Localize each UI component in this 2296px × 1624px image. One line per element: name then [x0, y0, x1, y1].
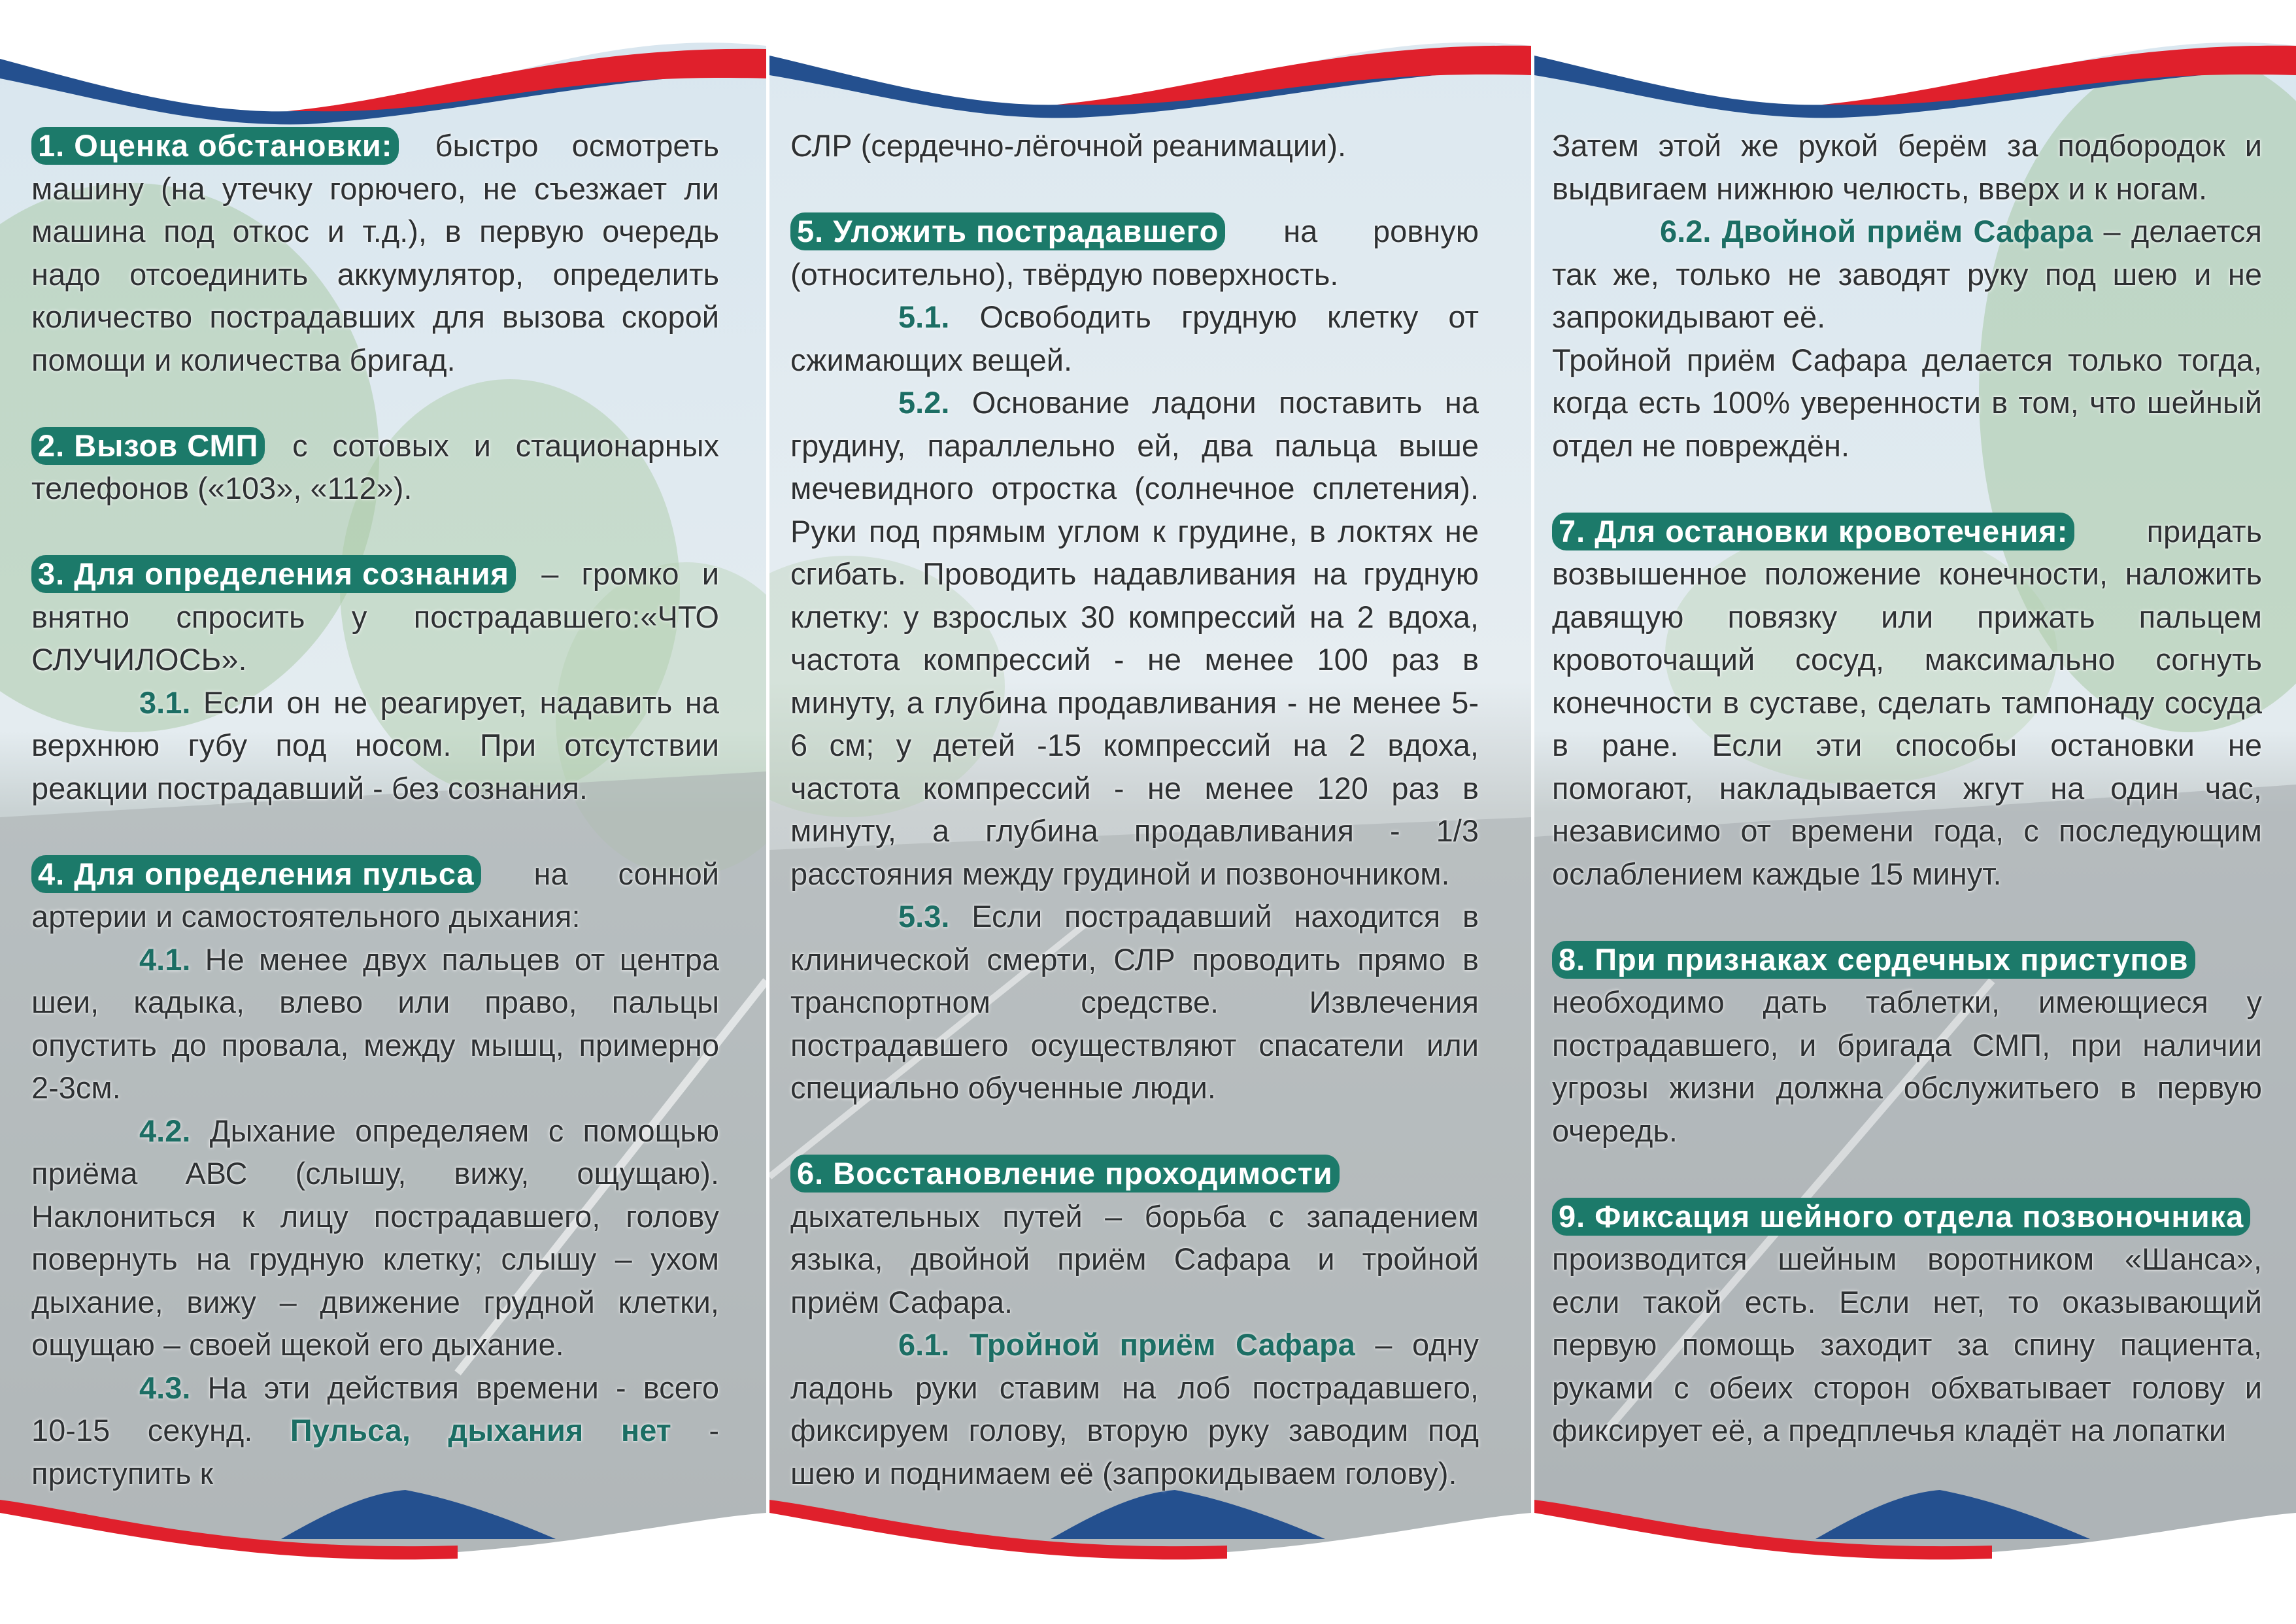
section-5-3-number: 5.3.: [898, 899, 950, 934]
section-9-heading: 9. Фиксация шейного отдела позвоночника: [1552, 1198, 2250, 1236]
section-6-1: [790, 1323, 1479, 1495]
section-1-heading: 1. Оценка обстановки:: [31, 127, 399, 165]
column-2-text: [769, 124, 1531, 1495]
section-4-2: [31, 1109, 719, 1366]
section-4-1-body: Не менее двух пальцев от центра шеи, кадыка, влево или право, пальцы опустить до провала, между мышц, примерно 2-3см.: [31, 941, 719, 1105]
section-5-1-number: 5.1.: [898, 299, 950, 334]
section-6-1-body: – одну ладонь руки ставим на лоб пострадавшего, фиксируем голову, вторую руку заводим под шею и поднимаем её (запрокидываем голову).: [790, 1327, 1479, 1491]
section-6-2-body: – делается так же, только не заводят руку под шею и не запрокидывают её.: [1552, 214, 2262, 334]
section-4-3: [31, 1366, 719, 1495]
section-3-body: – громко и внятно спросить у пострадавшего:«ЧТО СЛУЧИЛОСЬ».: [31, 556, 719, 677]
column-3-continuation: Затем этой же рукой берём за подбородок и выдвигаем нижнюю челюсть, вверх и к ногам.: [1552, 128, 2262, 206]
section-4-3-tail: - приступить к: [31, 1413, 719, 1491]
section-6-2-note: Тройной приём Сафара делается только тогда, когда есть 100% уверенности в том, что шейный отдел не повреждён.: [1552, 342, 2262, 463]
section-7-body: придать возвышенное положение конечности, наложить давящую повязку или прижать пальцем кровоточащий сосуд, максимально согнуть конечности в суставе, сделать тампонаду сосуда в ране. Если эти способы остановки не помогают, накладывается жгут на один час, независимо от времени года, с последующим ослаблением каждые 15 минут.: [1552, 513, 2262, 891]
section-3-heading: 3. Для определения сознания: [31, 555, 516, 593]
section-4-2-number: 4.2.: [139, 1113, 191, 1148]
section-1: [31, 124, 719, 381]
bottom-wave-decoration: [0, 1474, 766, 1624]
section-4-body: на сонной артерии и самостоятельного дыхания:: [31, 856, 719, 934]
section-6-heading: 6. Восстановление проходимости: [790, 1155, 1340, 1193]
section-1-body: быстро осмотреть машину (на утечку горючего, не съезжает ли машина под откос и т.д.), в первую очередь надо отсоединить аккумулятор, определить количество пострадавших для вызова скорой помощи и количества бригад.: [31, 128, 719, 377]
section-8-body: необходимо дать таблетки, имеющиеся у пострадавшего, и бригада СМП, при наличии угрозы жизни должна обслужитьего в первую очередь.: [1552, 985, 2262, 1148]
section-3: [31, 552, 719, 681]
section-3-1-body: Если он не реагирует, надавить на верхнюю губу под носом. При отсутствии реакции пострадавший - без сознания.: [31, 685, 719, 805]
column-2-continuation: СЛР (сердечно-лёгочной реанимации).: [790, 128, 1347, 163]
column-3-text: [1534, 124, 2296, 1452]
bottom-wave-decoration: [769, 1474, 1531, 1624]
column-1-text: [0, 124, 766, 1495]
section-5-3: [790, 895, 1479, 1109]
section-5-2-number: 5.2.: [898, 385, 950, 420]
bottom-wave-decoration: [1534, 1474, 2296, 1624]
panel-left: [0, 0, 766, 1624]
panel-middle: [769, 0, 1531, 1624]
top-wave-decoration: [0, 0, 766, 144]
top-wave-decoration: [1534, 0, 2296, 144]
section-5-heading: 5. Уложить пострадавшего: [790, 212, 1225, 250]
section-4-3-body: На эти действия времени - всего 10-15 секунд.: [31, 1370, 719, 1447]
panel-right: [1534, 0, 2296, 1624]
section-4-heading: 4. Для определения пульса: [31, 855, 481, 893]
section-5: [790, 210, 1479, 296]
section-6-2: [1552, 210, 2262, 339]
section-7-heading: 7. Для остановки кровотечения:: [1552, 513, 2074, 550]
section-5-body: на ровную (относительно), твёрдую поверхность.: [790, 214, 1479, 292]
section-9-body: производится шейным воротником «Шанса», если такой есть. Если нет, то оказывающий первую помощь заходит за спину пациента, руками с обеих сторон обхватывает голову и фиксирует её, а предплечья кладёт на лопатки: [1552, 1242, 2262, 1447]
section-4-3-number: 4.3.: [139, 1370, 191, 1405]
section-7: [1552, 510, 2262, 896]
section-4: [31, 853, 719, 938]
section-8: [1552, 938, 2262, 1153]
section-5-3-body: Если пострадавший находится в клинической смерти, СЛР проводить прямо в транспортном средстве. Извлечения пострадавшего осуществляют спасатели или специально обученные люди.: [790, 899, 1479, 1105]
section-6-1-title: 6.1. Тройной приём Сафара: [898, 1327, 1355, 1362]
no-pulse-emphasis: Пульса, дыхания нет: [290, 1413, 671, 1447]
section-3-1-number: 3.1.: [139, 685, 191, 720]
section-2-body: с сотовых и стационарных телефонов («103», «112»).: [31, 428, 719, 505]
section-8-heading: 8. При признаках сердечных приступов: [1552, 941, 2195, 979]
section-5-1-body: Освободить грудную клетку от сжимающих вещей.: [790, 299, 1479, 377]
section-4-1-number: 4.1.: [139, 941, 191, 977]
section-6: [790, 1152, 1479, 1323]
top-wave-decoration: [769, 0, 1531, 144]
section-3-1: [31, 681, 719, 810]
section-5-2: [790, 381, 1479, 895]
section-5-1: [790, 296, 1479, 381]
section-6-body: дыхательных путей – борьба с западением языка, двойной приём Сафара и тройной приём Сафара.: [790, 1198, 1479, 1319]
section-6-2-title: 6.2. Двойной приём Сафара: [1660, 214, 2093, 248]
section-2: [31, 424, 719, 510]
section-4-1: [31, 938, 719, 1109]
section-4-2-body: Дыхание определяем с помощью приёма АВС (слышу, вижу, ощущаю). Наклониться к лицу пострадавшего, голову повернуть на грудную клетку; слышу – ухом дыхание, вижу – движение грудной клетки, ощущаю – своей щекой его дыхание.: [31, 1113, 719, 1362]
section-2-heading: 2. Вызов СМП: [31, 427, 265, 465]
section-5-2-body: Основание ладони поставить на грудину, параллельно ей, два пальца выше мечевидного отростка (солнечное сплетения). Руки под прямым углом к грудине, в локтях не сгибать. Проводить надавливания на грудную клетку: у взрослых 30 компрессий на 2 вдоха, частота компрессий - не менее 100 раз в минуту, а глубина продавливания - не менее 5- 6 см; у детей -15 компрессий на 2 вдоха, частота компрессий - не менее 120 раз в минуту, а глубина продавливания - 1/3 расстояния между грудиной и позвоночником.: [790, 385, 1479, 891]
section-9: [1552, 1195, 2262, 1238]
